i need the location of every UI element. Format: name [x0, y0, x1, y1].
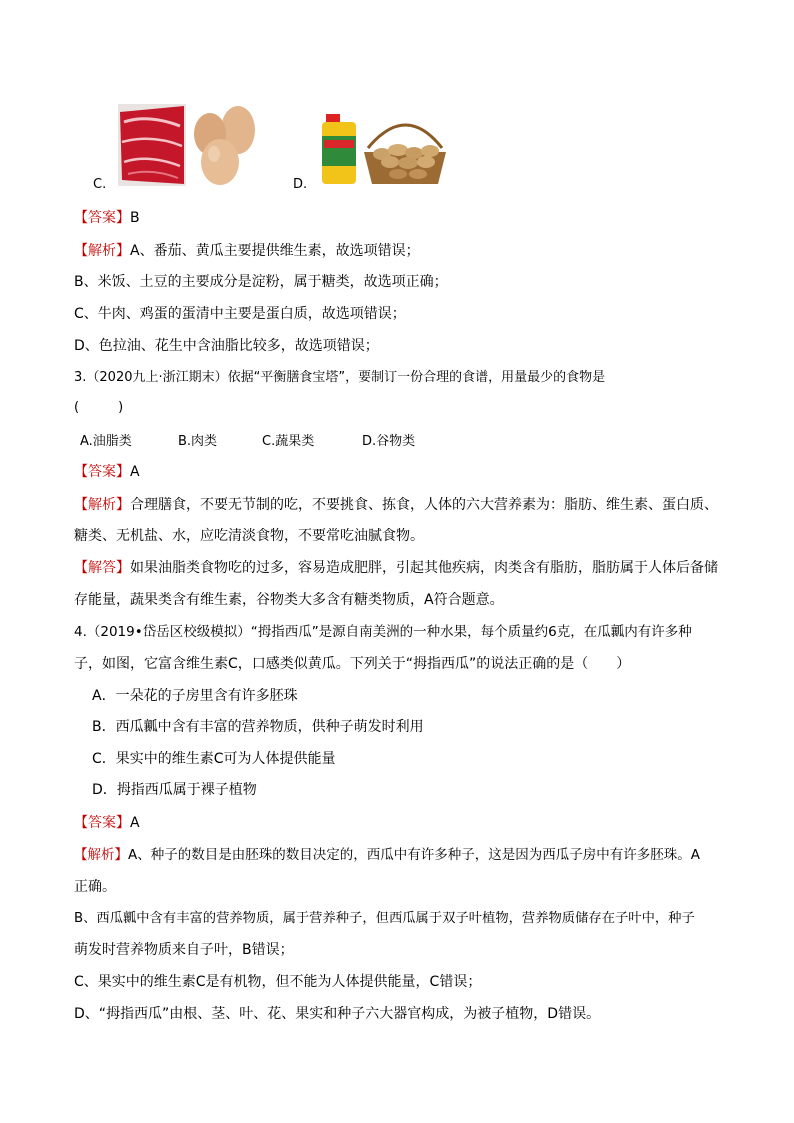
q4-analysis-line: 萌发时营养物质来自子叶，B错误； [74, 942, 294, 958]
q3-analysis-line: 糖类、无机盐、水，应吃清淡食物，不要常吃油腻食物。 [74, 528, 424, 544]
q3-solution-line: 存能量，蔬果类含有维生素，谷物类大多含有糖类物质，A符合题意。 [74, 592, 504, 608]
q4-analysis-line: D、“拇指西瓜”由根、茎、叶、花、果实和种子六大器官构成，为被子植物，D错误。 [74, 1006, 601, 1022]
q3-option-b: B.肉类 [178, 434, 218, 449]
q3-solution-line: 【解答】如果油脂类食物吃的过多，容易造成肥胖，引起其他疾病，肉类含有脂肪，脂肪属于人体后备储 [74, 560, 718, 576]
q3-paren: ( ) [74, 400, 124, 415]
q4-stem: 子，如图，它富含维生素C，口感类似黄瓜。下列关于“拇指西瓜”的说法正确的是（ ） [74, 656, 631, 672]
q2-analysis-line: D、色拉油、花生中含油脂比较多，故选项错误； [74, 338, 379, 354]
option-d-label: D. [293, 177, 308, 192]
q4-option-a: A．一朵花的子房里含有许多胚珠 [92, 688, 298, 704]
q4-analysis-line: C、果实中的维生素C是有机物，但不能为人体提供能量，C错误； [74, 974, 482, 990]
q4-option-d: D．拇指西瓜属于裸子植物 [92, 782, 257, 798]
oil-and-peanuts-image [318, 108, 448, 186]
q4-analysis-line: 【解析】A、种子的数目是由胚珠的数目决定的，西瓜中有许多种子，这是因为西瓜子房中有许多胚珠。A [74, 847, 700, 863]
q3-option-c: C.蔬果类 [262, 434, 315, 449]
q3-answer: 【答案】A [74, 464, 140, 480]
q3-analysis-line: 【解析】合理膳食，不要无节制的吃，不要挑食、拣食，人体的六大营养素为：脂肪、维生素、蛋白质、 [74, 497, 718, 513]
q4-option-b: B．西瓜瓤中含有丰富的营养物质，供种子萌发时利用 [92, 719, 424, 735]
option-c-label: C. [93, 177, 107, 192]
q4-analysis-line: B、西瓜瓤中含有丰富的营养物质，属于营养种子，但西瓜属于双子叶植物，营养物质储存在子叶中，种子 [74, 911, 695, 926]
q4-stem: 4.（2019•岱岳区校级模拟）“拇指西瓜”是源自南美洲的一种水果，每个质量约6克，在瓜瓤内有许多种 [74, 624, 692, 640]
q4-option-c: C．果实中的维生素C可为人体提供能量 [92, 751, 336, 767]
q2-analysis-line: B、米饭、土豆的主要成分是淀粉，属于糖类，故选项正确； [74, 274, 448, 290]
q3-option-d: D.谷物类 [362, 434, 416, 449]
q4-analysis-line: 正确。 [74, 879, 116, 895]
beef-and-eggs-image [118, 104, 258, 186]
q2-analysis-line: 【解析】A、番茄、黄瓜主要提供维生素，故选项错误； [74, 243, 420, 259]
q2-answer: 【答案】B [74, 210, 140, 226]
q2-analysis-line: C、牛肉、鸡蛋的蛋清中主要是蛋白质，故选项错误； [74, 306, 406, 322]
q4-answer: 【答案】A [74, 815, 140, 831]
q3-stem: 3.（2020九上·浙江期末）依据“平衡膳食宝塔”，要制订一份合理的食谱，用量最少的食物是 [74, 370, 606, 385]
q3-option-a: A.油脂类 [80, 434, 132, 449]
